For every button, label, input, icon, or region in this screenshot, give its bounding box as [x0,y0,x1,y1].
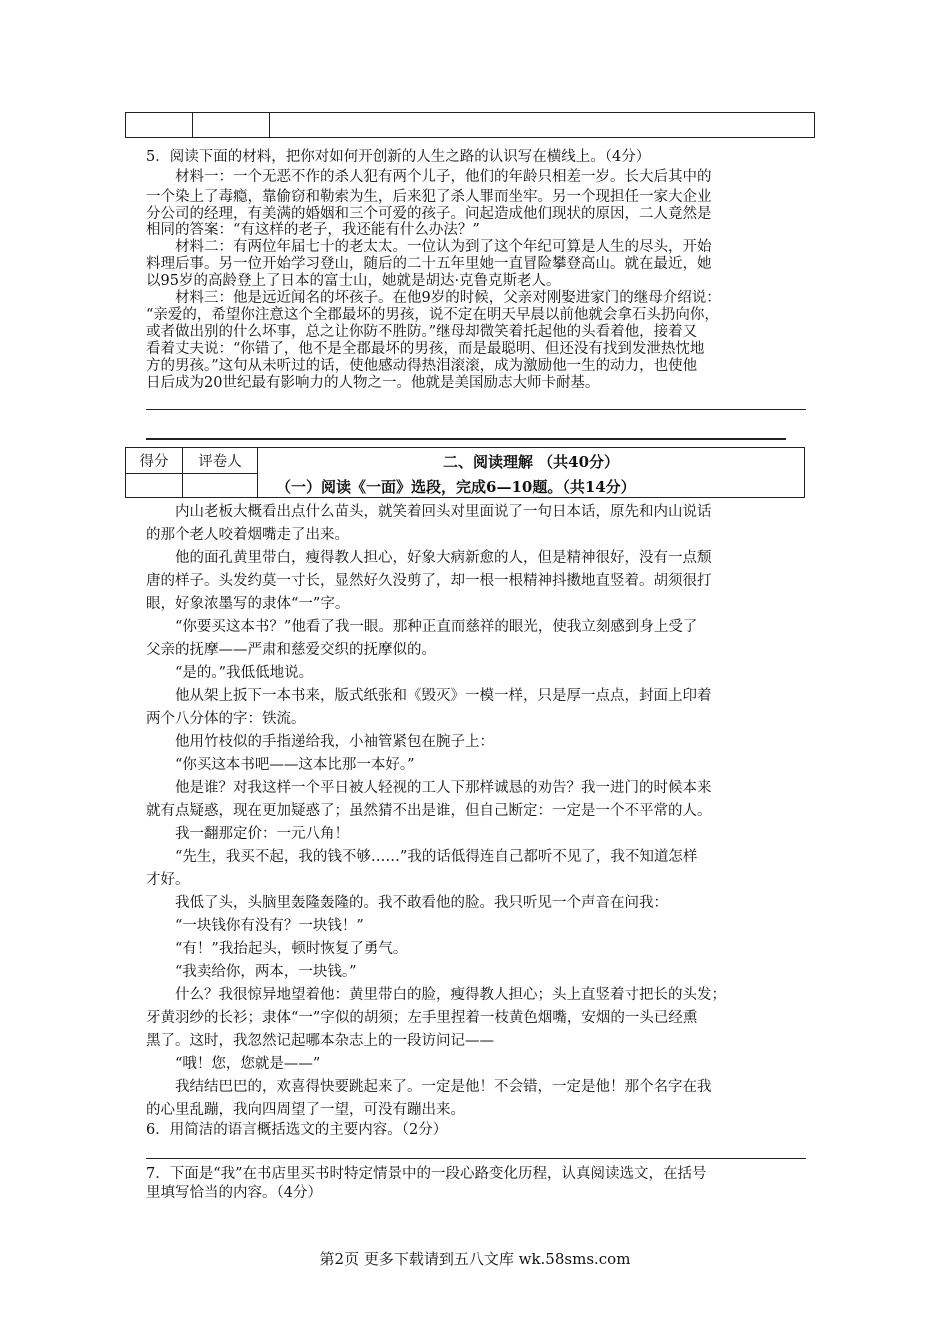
passage-line: 才好。 [146,872,190,888]
material-3-line: 材料三：他是远近闻名的坏孩子。在他9岁的时候，父亲对刚娶进家门的继母介绍说： [175,290,721,306]
answer-line [146,1158,806,1159]
passage-line: 的那个老人咬着烟嘴走了出来。 [146,527,349,543]
passage-line: 唐的样子。头发约莫一寸长，显然好久没剪了，却一根一根精神抖擞地直竖着。胡须很打 [146,573,712,589]
answer-line [146,438,786,440]
passage-line: “是的。”我低低地说。 [175,665,314,681]
passage-line: 牙黄羽纱的长衫；隶体“一”字似的胡须；左手里捏着一枝黄色烟嘴，安烟的一头已经熏 [146,1010,698,1026]
section-subtitle: （一）阅读《一面》选段，完成6—10题。（共14分） [276,478,636,496]
passage-line: “先生，我买不起，我的钱不够……”我的话低得连自己都听不见了，我不知道怎样 [175,849,698,865]
material-2-line: 以95岁的高龄登上了日本的富士山，她就是胡达·克鲁克斯老人。 [146,273,561,289]
answer-line [146,409,806,410]
material-2-line: 料理后事。另一位开始学习登山，随后的二十五年里她一直冒险攀登高山。就在最近，她 [146,256,712,272]
section-title: 二、阅读理解 （共40分） [442,453,620,471]
page-footer: 第2页 更多下载请到五八文库 wk.58sms.com [319,1250,631,1268]
score-label: 得分 [126,448,183,474]
passage-line: 两个八分体的字：铁流。 [146,711,306,727]
score-cell [126,474,183,498]
passage-line: 他用竹枝似的手指递给我，小袖管紧包在腕子上： [175,734,494,750]
material-3-line: 日后成为20世纪最有影响力的人物之一。他就是美国励志大师卡耐基。 [146,375,600,391]
material-1-line: 分公司的经理，有美满的婚姻和三个可爱的孩子。问起造成他们现状的原因，二人竟然是 [146,206,712,222]
material-1-line: 一个染上了毒瘾，靠偷窃和勒索为生，后来犯了杀人罪而坐牢。另一个现担任一家大企业 [146,189,712,205]
material-3-line: 方的男孩。”这句从未听过的话，使他感动得热泪滚滚，成为激励他一生的动力，也使他 [146,358,698,374]
material-3-line: 或者做出别的什么坏事，总之让你防不胜防。”继母却微笑着托起他的头看着他，接着又 [146,324,698,340]
grader-cell [183,474,258,498]
passage-line: 我结结巴巴的，欢喜得快要跳起来了。一定是他！不会错，一定是他！那个名字在我 [175,1079,712,1095]
passage-line: 我一翻那定价：一元八角！ [175,826,349,842]
passage-line: 他的面孔黄里带白，瘦得教人担心，好象大病新愈的人，但是精神很好，没有一点颓 [175,550,712,566]
question-7-line: 7．下面是“我”在书店里买书时特定情景中的一段心路变化历程，认真阅读选文，在括号 [146,1166,707,1182]
passage-line: 他从架上扳下一本书来，版式纸张和《毁灭》一模一样，只是厚一点点，封面上印着 [175,688,712,704]
passage-line: 父亲的抚摩——严肃和慈爱交织的抚摩似的。 [146,642,436,658]
passage-line: “哦！您，您就是——” [175,1056,321,1072]
passage-line: “你要买这本书？”他看了我一眼。那种正直而慈祥的眼光，使我立刻感到身上受了 [175,619,698,635]
question-5: 5．阅读下面的材料，把你对如何开创新的人生之路的认识写在横线上。（4分） [146,149,651,165]
material-2-line: 材料二：有两位年届七十的老太太。一位认为到了这个年纪可算是人生的尽头，开始 [175,239,712,255]
passage-line: “我卖给你，两本，一块钱。” [175,964,357,980]
passage-line: 黑了。这时，我忽然记起哪本杂志上的一段访问记—— [146,1033,494,1049]
passage-line: 他是谁？对我这样一个平日被人轻视的工人下那样诚恳的劝告？我一进门的时候本来 [175,780,712,796]
passage-line: “一块钱你有没有？一块钱！” [175,918,364,934]
passage-line: 的心里乱蹦，我向四周望了一望，可没有蹦出来。 [146,1102,465,1118]
grader-label: 评卷人 [183,448,258,474]
material-1-line: 相同的答案：“有这样的老子，我还能有什么办法？” [146,222,480,238]
material-1-line: 材料一：一个无恶不作的杀人犯有两个儿子，他们的年龄只相差一岁。长大后其中的 [175,169,712,185]
question-7-line: 里填写恰当的内容。（4分） [146,1185,322,1201]
top-table-cell [270,113,815,138]
passage-line: 什么？我很惊异地望着他：黄里带白的脸，瘦得教人担心；头上直竖着寸把长的头发； [175,987,726,1003]
section-header-table [125,447,805,498]
passage-line: 我低了头，头脑里轰隆轰隆的。我不敢看他的脸。我只听见一个声音在问我： [175,895,668,911]
top-table-row [125,112,815,138]
top-table-cell [126,113,193,138]
passage-line: “你买这本书吧——这本比那一本好。” [175,757,415,773]
passage-line: 内山老板大概看出点什么苗头，就笑着回头对里面说了一句日本话，原先和内山说话 [175,504,712,520]
passage-line: 就有点疑惑，现在更加疑惑了；虽然猜不出是谁，但自己断定：一定是一个不平常的人。 [146,803,712,819]
passage-line: 眼，好象浓墨写的隶体“一”字。 [146,596,350,612]
top-table-cell [193,113,270,138]
material-3-line: 看着丈夫说：“你错了，他不是全郡最坏的男孩，而是最聪明、但还没有找到发泄热忱地 [146,341,705,357]
question-6: 6．用简洁的语言概括选文的主要内容。（2分） [146,1122,448,1138]
passage-line: “有！”我抬起头，顿时恢复了勇气。 [175,941,408,957]
material-3-line: “亲爱的，希望你注意这个全郡最坏的男孩，说不定在明天早晨以前他就会拿石头扔向你， [146,307,719,323]
